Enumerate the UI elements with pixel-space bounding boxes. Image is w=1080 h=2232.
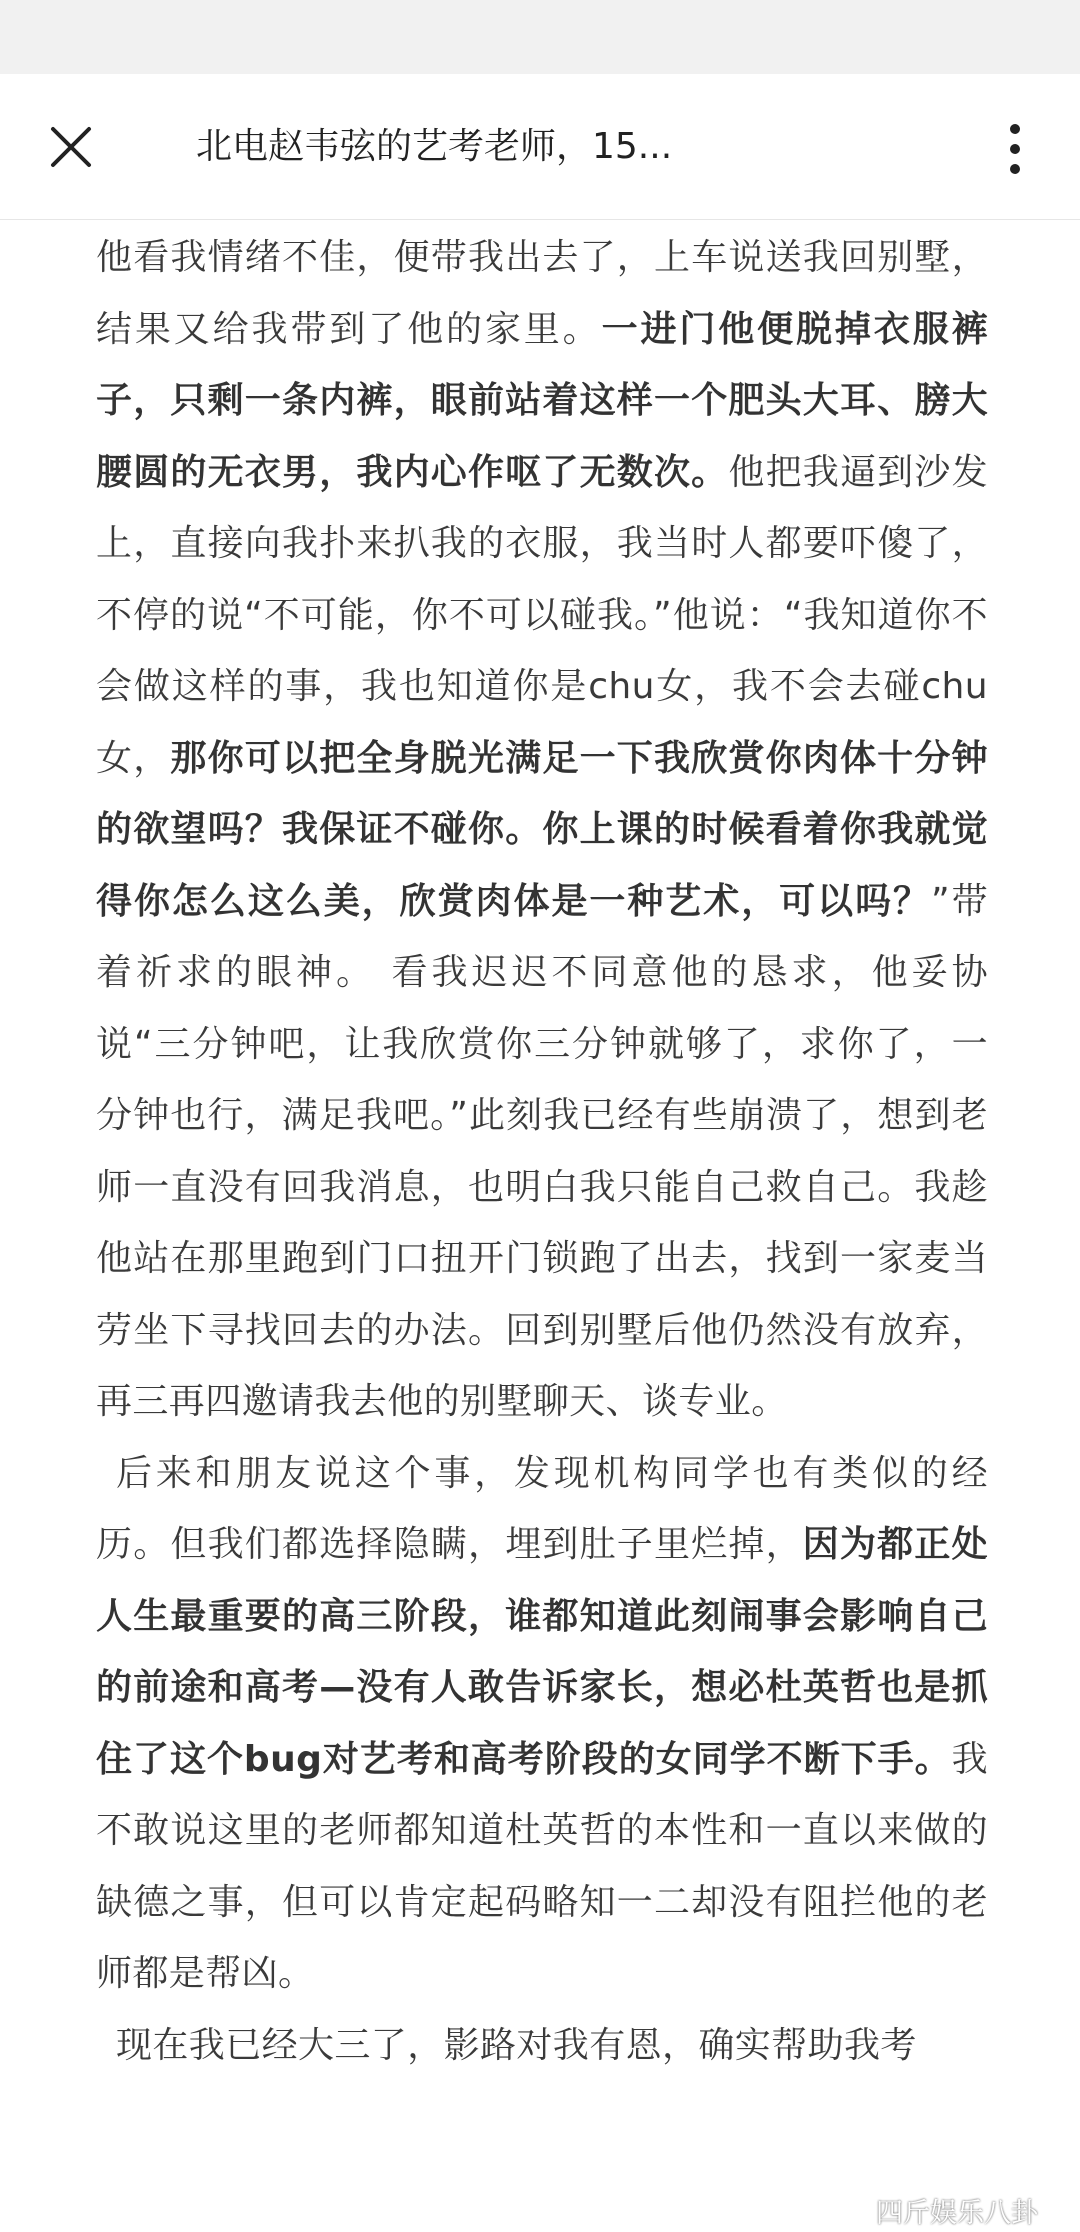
more-vertical-icon: [990, 114, 1040, 184]
paragraph-1-segment: 他看我情绪不佳，便带我出去了，上车说送我回别墅，结果又给我带到了他的家里。: [96, 237, 988, 350]
watermark: [836, 2188, 1038, 2232]
paragraph-1-bold-segment: 一进门他便脱掉衣服裤子，只剩一条内裤，眼前站着这样一个肥头大耳、膀大腰圆的无衣男，我内心作呕了无数次。: [96, 308, 988, 493]
paragraph-3-segment: 现在我已经大三了，影路对我有恩，确实帮助我考: [116, 2024, 917, 2066]
paragraph-1-segment: 他把我逼到沙发上，直接向我扑来扒我的衣服，我当时人都要吓傻了，不停的说“不可能，你不可以碰我。”他说：“我知道你不会做这样的事，我也知道你是chu女，我不会去碰chu女，: [96, 451, 988, 779]
close-icon: [36, 112, 106, 182]
status-bar: [0, 0, 1080, 74]
paragraph-3: [96, 2010, 988, 2082]
paragraph-1-bold-segment: 那你可以把全身脱光满足一下我欣赏你肉体十分钟的欲望吗？我保证不碰你。你上课的时候看着你我就觉得你怎么这么美，欣赏肉体是一种艺术，可以吗？: [96, 737, 988, 922]
paragraph-2-bold-segment: 因为都正处人生最重要的高三阶段，谁都知道此刻闹事会影响自己的前途和高考—没有人敢告诉家长，想必杜英哲也是抓住了这个bug对艺考和高考阶段的女同学不断下手。: [96, 1524, 988, 1780]
article-body: [96, 222, 988, 2081]
page-title: 北电赵韦弦的艺考老师，15...: [196, 126, 673, 167]
paragraph-1-segment: ”带着祈求的眼神。 看我迟迟不同意他的恳求，他妥协说“三分钟吧，让我欣赏你三分钟就够了，求你了，一分钟也行，满足我吧。”此刻我已经有些崩溃了，想到老师一直没有回我消息，也明白我只能自己救自己。我趁他站在那里跑到门口扭开门锁跑了出去，找到一家麦当劳坐下寻找回去的办法。回到别墅后他仍然没有放弃，再三再四邀请我去他的别墅聊天、谈专业。: [96, 880, 988, 1422]
paragraph-2-segment: 后来和朋友说这个事，发现机构同学也有类似的经历。但我们都选择隐瞒，埋到肚子里烂掉，: [96, 1452, 988, 1565]
paragraph-2-segment: 我不敢说这里的老师都知道杜英哲的本性和一直以来做的缺德之事，但可以肯定起码略知一二却没有阻拦他的老师都是帮凶。: [96, 1738, 988, 1994]
wechat-icon: [836, 2196, 870, 2224]
close-button[interactable]: [36, 112, 106, 182]
more-button[interactable]: [990, 114, 1040, 184]
watermark-text: 四斤娱乐八卦: [876, 2197, 1038, 2229]
nav-bar: [0, 74, 1080, 220]
paragraph-1: [96, 222, 988, 1438]
paragraph-2: [96, 1438, 988, 2010]
